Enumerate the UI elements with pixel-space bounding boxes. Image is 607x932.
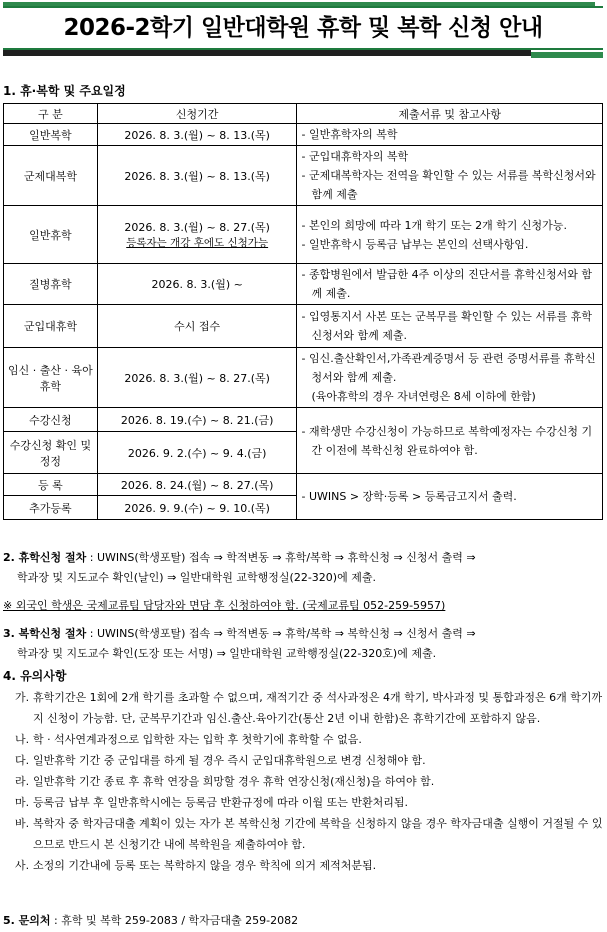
note-line: - UWINS > 장학·등록 > 등록금고지서 출력. [301, 490, 517, 503]
row-notes [297, 206, 603, 264]
row-notes [297, 124, 603, 146]
row-category: 등 록 [4, 474, 98, 496]
section3-text: : UWINS(학생포탈) 접속 ⇒ 학적변동 ⇒ 휴학/복학 ⇒ 복학신청 ⇒ 신청서 출력 ⇒ [86, 627, 476, 640]
note-line: (육아휴학의 경우 자녀연령은 8세 이하에 한함) [311, 390, 536, 403]
page-title: 2026-2학기 일반대학원 휴학 및 복학 신청 안내 [63, 15, 543, 41]
table-row [4, 348, 603, 408]
table-row [4, 408, 603, 432]
note-line: - 임신.출산확인서,가족관계증명서 등 관련 증명서류를 휴학신청서와 함께 제출. [301, 352, 596, 384]
item-marker: 나. [15, 733, 30, 746]
section3-label: 3. 복학신청 절차 [3, 627, 87, 640]
section2-leave-procedure [3, 548, 603, 588]
row-category: 군제대복학 [4, 146, 98, 206]
note-line: - 재학생만 수강신청이 가능하므로 복학예정자는 수강신청 기간 이전에 복학신청 완료하여야 함. [301, 424, 593, 457]
section2-label: 2. 휴학신청 절차 [3, 551, 87, 564]
row-notes [297, 305, 603, 348]
section5-label: 5. 문의처 [3, 914, 51, 927]
title-banner [3, 0, 603, 62]
item-marker: 마. [15, 796, 30, 809]
title-accent-bar [531, 52, 603, 58]
row-category: 일반복학 [4, 124, 98, 146]
list-item [3, 687, 603, 729]
note-line: - 종합병원에서 발급한 4주 이상의 진단서를 휴학신청서와 함께 제출. [301, 268, 592, 300]
row-period: 2026. 9. 2.(수) ~ 9. 4.(금) [97, 432, 297, 474]
item-marker: 다. [15, 754, 30, 767]
header-category: 구 분 [4, 104, 98, 124]
row-notes [297, 146, 603, 206]
header-notes: 제출서류 및 참고사항 [297, 104, 603, 124]
row-category: 수강신청 [4, 408, 98, 432]
item-marker: 바. [15, 817, 30, 830]
section4-heading: 4. 유의사항 [3, 669, 67, 683]
list-item [3, 855, 603, 876]
item-text: 등록금 납부 후 일반휴학시에는 등록금 반환규정에 따라 이월 또는 반환처리됨. [33, 796, 408, 809]
item-text: 소정의 기간내에 등록 또는 복학하지 않을 경우 학칙에 의거 제적처분됨. [33, 859, 377, 872]
period-text: 2026. 8. 3.(월) ~ 8. 27.(목) [124, 221, 270, 234]
note-line: - 군제대복학자는 전역을 확인할 수 있는 서류를 복학신청서와 함께 제출 [301, 169, 596, 201]
note-line: - 입영통지서 사본 또는 군복무를 확인할 수 있는 서류를 휴학신청서와 함께 제출. [301, 310, 592, 342]
section1-heading: 1. 휴·복학 및 주요일정 [3, 84, 126, 98]
note-line: - 일반휴학자의 복학 [301, 128, 398, 141]
item-marker: 가. [15, 691, 30, 704]
header-period: 신청기간 [97, 104, 297, 124]
list-item [3, 771, 603, 792]
table-row [4, 146, 603, 206]
section5-text: : 휴학 및 복학 259-2083 / 학자금대출 259-2082 [50, 914, 299, 927]
list-item [3, 792, 603, 813]
table-row [4, 305, 603, 348]
row-notes [297, 264, 603, 305]
table-header-row [4, 104, 603, 124]
caution-list [3, 687, 603, 876]
schedule-table [3, 103, 603, 520]
section2-text2: 학과장 및 지도교수 확인(날인) ⇒ 일반대학원 교학행정실(22-320)에 제출. [17, 571, 376, 584]
row-period: 2026. 8. 24.(월) ~ 8. 27.(목) [97, 474, 297, 496]
row-period: 2026. 8. 19.(수) ~ 8. 21.(금) [97, 408, 297, 432]
item-marker: 사. [15, 859, 30, 872]
merged-notes-register [297, 474, 603, 520]
row-period: 수시 접수 [97, 305, 297, 348]
list-item [3, 729, 603, 750]
row-category [4, 348, 98, 408]
section3-text2: 학과장 및 지도교수 확인(도장 또는 서명) ⇒ 일반대학원 교학행정실(22-320호)에 제출. [17, 647, 437, 660]
item-text: 학 · 석사연계과정으로 입학한 자는 입학 후 첫학기에 휴학할 수 없음. [33, 733, 362, 746]
list-item [3, 750, 603, 771]
row-period: 2026. 8. 3.(월) ~ 8. 13.(목) [97, 124, 297, 146]
table-row [4, 474, 603, 496]
row-period: 2026. 8. 3.(월) ~ 8. 27.(목) [97, 348, 297, 408]
table-row [4, 206, 603, 264]
item-text: 일반휴학 기간 종료 후 휴학 연장을 희망할 경우 휴학 연장신청(재신청)을 하여야 함. [33, 775, 435, 788]
row-period: 2026. 9. 9.(수) ~ 9. 10.(목) [97, 496, 297, 520]
item-text: 일반휴학 기간 중 군입대를 하게 될 경우 즉시 군입대휴학원으로 변경 신청해야 함. [33, 754, 426, 767]
foreign-student-notice: ※ 외국인 학생은 국제교류팀 담당자와 면담 후 신청하여야 함. (국제교류팀 052-259-5957) [3, 599, 446, 612]
row-category: 추가등록 [4, 496, 98, 520]
note-line: - 일반휴학시 등록금 납부는 본인의 선택사항임. [301, 237, 529, 251]
category-text: 임신 · 출산 · 육아휴학 [8, 363, 93, 393]
item-marker: 라. [15, 775, 30, 788]
row-category: 군입대휴학 [4, 305, 98, 348]
period-note: 등록자는 개강 후에도 신청가능 [126, 237, 269, 249]
contact-info [3, 912, 298, 928]
row-period: 2026. 8. 3.(월) ~ 8. 13.(목) [97, 146, 297, 206]
table-row [4, 264, 603, 305]
list-item [3, 813, 603, 855]
note-line: - 군입대휴학자의 복학 [301, 150, 409, 163]
note-line: - 본인의 희망에 따라 1개 학기 또는 2개 학기 신청가능. [301, 218, 567, 232]
merged-notes-course [297, 408, 603, 474]
item-text: 휴학기간은 1회에 2개 학기를 초과할 수 없으며, 재적기간 중 석사과정은 4개 학기, 박사과정 및 통합과정은 6개 학기까지 신청이 가능함. 단, 군복무기간과 임신.출산.육아기간(통산 2년 이내 한함)은 휴학기간에 포함하지 않음. [33, 691, 603, 725]
row-category: 일반휴학 [4, 206, 98, 264]
row-notes [297, 348, 603, 408]
item-text: 복학자 중 학자금대출 계획이 있는 자가 본 복학신청 기간에 복학을 신청하지 않을 경우 학자금대출 실행이 거절될 수 있으므로 반드시 본 신청기간 내에 복학원을 제출하여야 함. [33, 817, 603, 851]
row-category: 수강신청 확인 및 정정 [4, 432, 98, 474]
table-row [4, 124, 603, 146]
row-period: 2026. 8. 3.(월) ~ [97, 264, 297, 305]
section3-return-procedure [3, 624, 603, 664]
section2-text: : UWINS(학생포탈) 접속 ⇒ 학적변동 ⇒ 휴학/복학 ⇒ 휴학신청 ⇒ 신청서 출력 ⇒ [86, 551, 476, 564]
row-category: 질병휴학 [4, 264, 98, 305]
row-period [97, 206, 297, 264]
